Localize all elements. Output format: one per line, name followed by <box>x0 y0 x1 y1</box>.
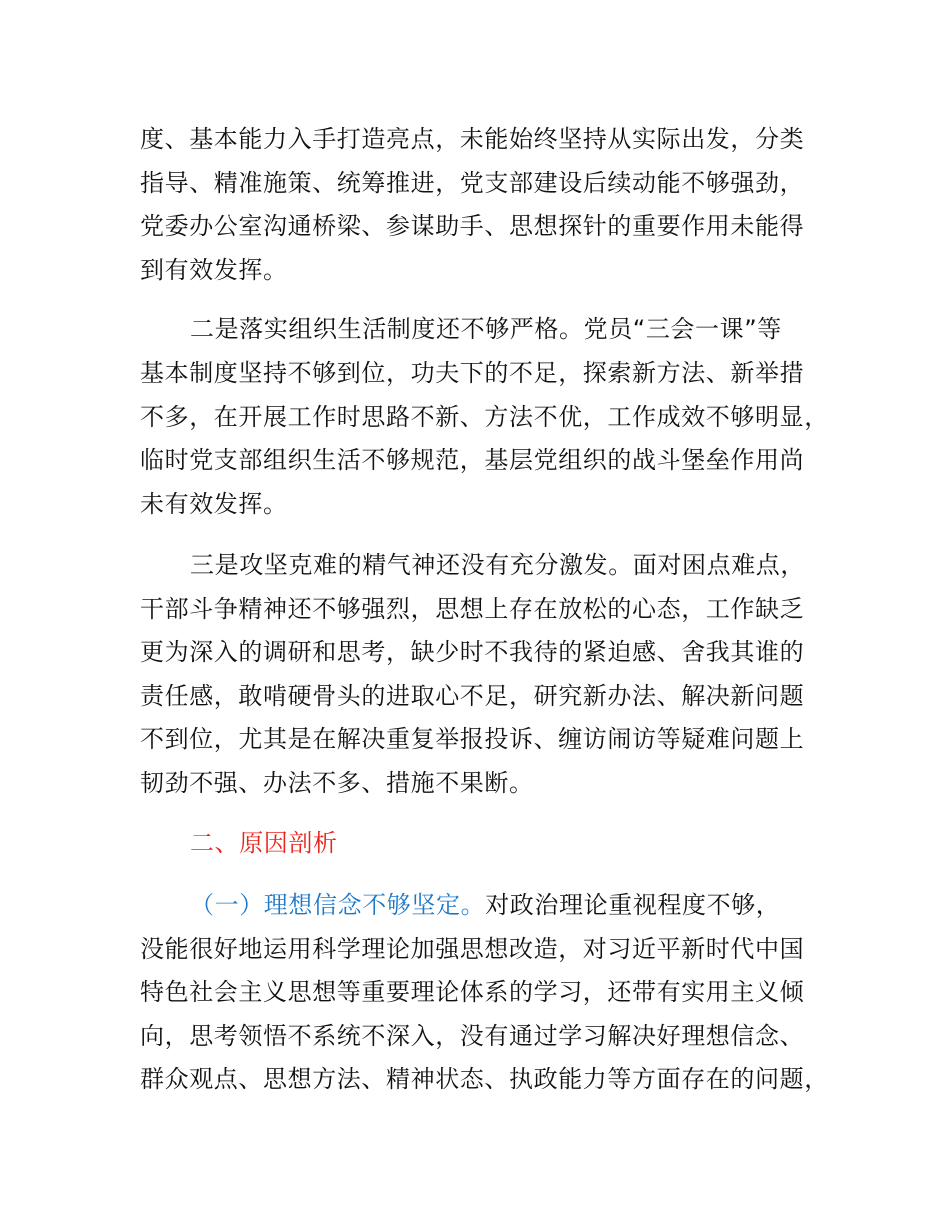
paragraph-line: 临时党支部组织生活不够规范，基层党组织的战斗堡垒作用尚 <box>140 446 805 474</box>
paragraph-line: 不到位，尤其是在解决重复举报投诉、缠访闹访等疑难问题上 <box>140 725 805 753</box>
paragraph-line: 更为深入的调研和思考，缺少时不我待的紧迫感、舍我其谁的 <box>140 638 805 666</box>
paragraph-line: 没能很好地运用科学理论加强思想改造，对习近平新时代中国 <box>140 935 805 963</box>
paragraph-line: 不多，在开展工作时思路不新、方法不优，工作成效不够明显， <box>140 403 829 431</box>
paragraph-line: 三是攻坚克难的精气神还没有充分激发。面对困点难点， <box>190 551 805 579</box>
paragraph-line: 特色社会主义思想等重要理论体系的学习，还带有实用主义倾 <box>140 978 805 1006</box>
paragraph-first-line-rest: 对政治理论重视程度不够， <box>485 891 781 919</box>
paragraph-line: 到有效发挥。 <box>140 256 288 284</box>
paragraph-first-line <box>190 884 890 926</box>
paragraph-line: 二是落实组织生活制度还不够严格。党员“三会一课”等 <box>190 315 782 343</box>
section-heading: 二、原因剖析 <box>190 829 338 857</box>
paragraph-line: 未有效发挥。 <box>140 490 288 518</box>
paragraph-lead: （一）理想信念不够坚定。 <box>190 891 486 919</box>
paragraph-line: 度、基本能力入手打造亮点，未能始终坚持从实际出发，分类 <box>140 125 805 153</box>
paragraph-line: 指导、精准施策、统筹推进，党支部建设后续动能不够强劲， <box>140 169 805 197</box>
paragraph-line: 责任感，敢啃硬骨头的进取心不足，研究新办法、解决新问题 <box>140 682 805 710</box>
paragraph-line: 基本制度坚持不够到位，功夫下的不足，探索新方法、新举措 <box>140 359 805 387</box>
paragraph-line: 向，思考领悟不系统不深入，没有通过学习解决好理想信念、 <box>140 1022 805 1050</box>
paragraph-line: 群众观点、思想方法、精神状态、执政能力等方面存在的问题， <box>140 1065 829 1093</box>
paragraph-line: 党委办公室沟通桥梁、参谋助手、思想探针的重要作用未能得 <box>140 212 805 240</box>
paragraph-line: 干部斗争精神还不够强烈，思想上存在放松的心态，工作缺乏 <box>140 595 805 623</box>
paragraph-line: 韧劲不强、办法不多、措施不果断。 <box>140 769 534 797</box>
